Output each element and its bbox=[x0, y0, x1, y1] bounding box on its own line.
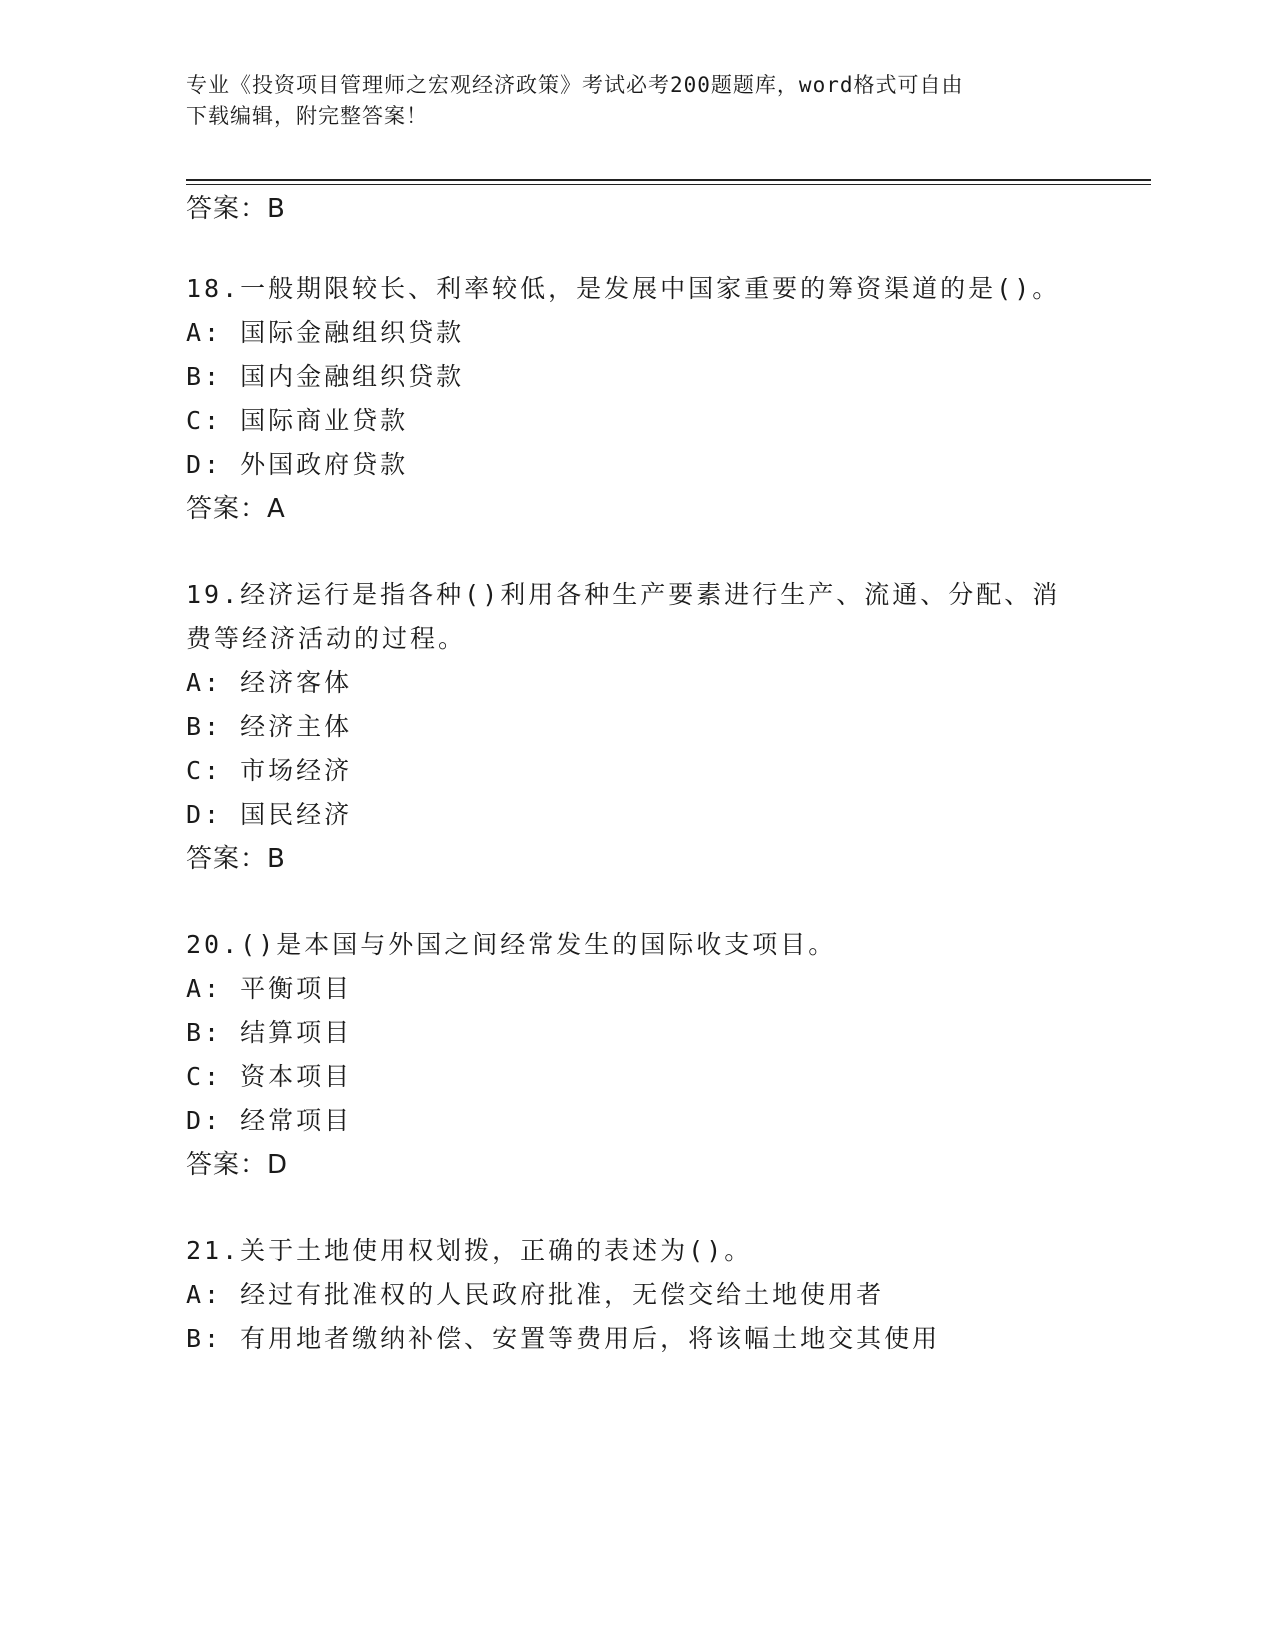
question-20-stem: 20.()是本国与外国之间经常发生的国际收支项目。 bbox=[186, 930, 837, 959]
question-20-option-b: B: 结算项目 bbox=[186, 1018, 353, 1047]
question-19-stem-line-1: 19.经济运行是指各种()利用各种生产要素进行生产、流通、分配、消 bbox=[186, 580, 1061, 609]
question-19-stem-line-2: 费等经济活动的过程。 bbox=[186, 624, 467, 653]
question-18-option-d: D: 外国政府贷款 bbox=[186, 450, 409, 479]
question-19-option-d: D: 国民经济 bbox=[186, 800, 353, 829]
question-21-stem: 21.关于土地使用权划拨，正确的表述为()。 bbox=[186, 1236, 753, 1265]
question-18-option-a: A: 国际金融组织贷款 bbox=[186, 318, 465, 347]
header-rule-thin bbox=[186, 184, 1151, 185]
question-19-option-c: C: 市场经济 bbox=[186, 756, 353, 785]
question-20-answer: 答案：D bbox=[186, 1150, 289, 1180]
question-20-option-a: A: 平衡项目 bbox=[186, 974, 353, 1003]
header-line-1: 专业《投资项目管理师之宏观经济政策》考试必考200题题库，word格式可自由 bbox=[186, 73, 964, 97]
question-18-stem: 18.一般期限较长、利率较低，是发展中国家重要的筹资渠道的是()。 bbox=[186, 274, 1061, 303]
question-18-answer: 答案：A bbox=[186, 494, 286, 524]
question-18-option-c: C: 国际商业贷款 bbox=[186, 406, 409, 435]
header-rule-thick bbox=[186, 179, 1151, 181]
question-21-option-a: A: 经过有批准权的人民政府批准，无偿交给土地使用者 bbox=[186, 1280, 885, 1309]
question-20-option-d: D: 经常项目 bbox=[186, 1106, 353, 1135]
question-19-option-a: A: 经济客体 bbox=[186, 668, 353, 697]
question-21-option-b: B: 有用地者缴纳补偿、安置等费用后，将该幅土地交其使用 bbox=[186, 1324, 941, 1353]
question-19-answer: 答案：B bbox=[186, 844, 286, 874]
question-20-option-c: C: 资本项目 bbox=[186, 1062, 353, 1091]
previous-answer: 答案：B bbox=[186, 194, 286, 224]
document-header bbox=[186, 70, 1066, 132]
question-18-option-b: B: 国内金融组织贷款 bbox=[186, 362, 465, 391]
question-19-option-b: B: 经济主体 bbox=[186, 712, 353, 741]
header-line-2: 下载编辑，附完整答案！ bbox=[186, 104, 428, 128]
